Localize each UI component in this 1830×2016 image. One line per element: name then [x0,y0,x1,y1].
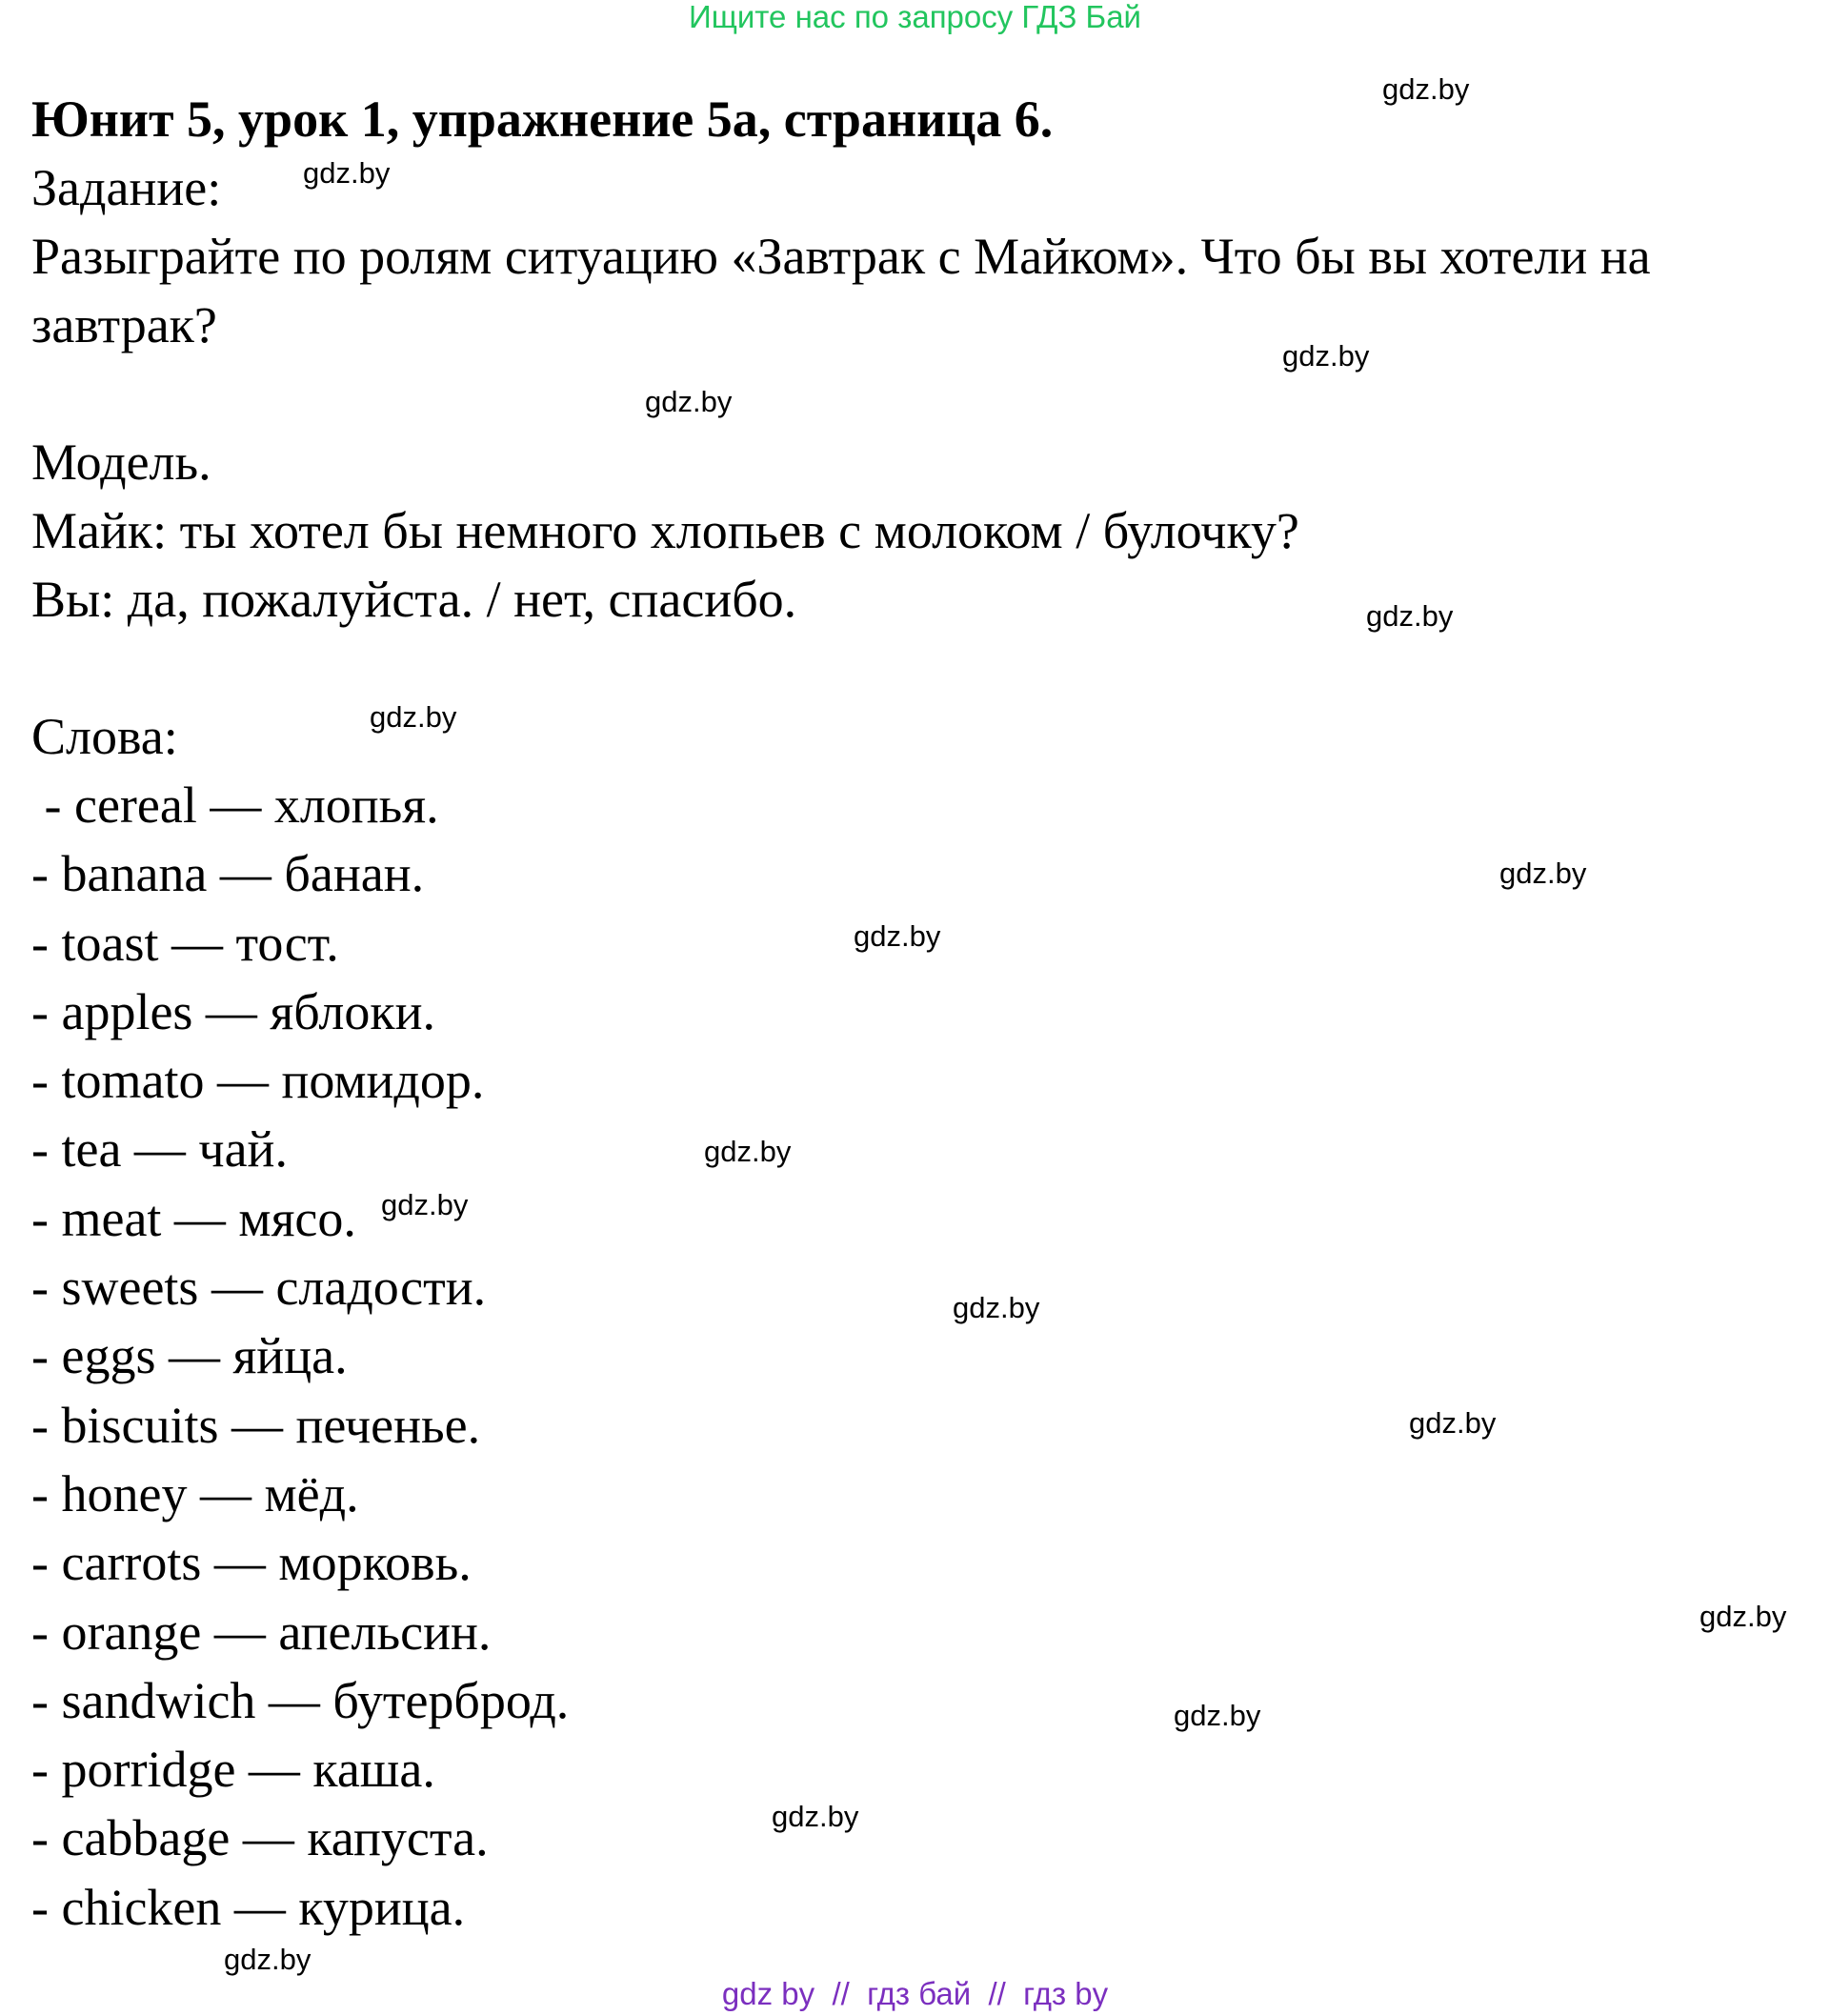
word-item: - orange — апельсин. [31,1603,492,1661]
word-item: - tea — чай. [31,1120,288,1179]
watermark: gdz.by [1282,339,1370,373]
watermark: gdz.by [1382,72,1470,106]
watermark: gdz.by [1409,1406,1497,1440]
watermark: gdz.by [1366,599,1454,633]
top-banner: Ищите нас по запросу ГДЗ Бай [689,0,1141,34]
word-item: - biscuits — печенье. [31,1396,481,1454]
word-item: - cabbage — капуста. [31,1809,489,1867]
word-item: - banana — банан. [31,845,425,903]
watermark: gdz.by [370,700,457,734]
watermark: gdz.by [645,385,733,418]
task-text: Разыграйте по ролям ситуацию «Завтрак с Майком». Что бы вы хотели на завтрак? [31,228,1651,353]
word-item: - meat — мясо. [31,1189,356,1247]
words-label: Слова: [31,708,178,765]
spacer [31,359,1803,428]
page-title: Юнит 5, урок 1, упражнение 5а, страница 6. [31,91,1054,148]
model-line-mike: Майк: ты хотел бы немного хлопьев с молоком / булочку? [31,502,1299,559]
document-body [31,85,1803,1942]
word-item: - cereal — хлопья. [31,776,439,834]
watermark: gdz.by [1499,857,1587,890]
word-item: - toast — тост. [31,914,339,972]
word-item: - eggs — яйца. [31,1327,348,1385]
watermark: gdz.by [953,1291,1040,1324]
word-item: - porridge — каша. [31,1741,435,1799]
word-item: - honey — мёд. [31,1464,359,1522]
spacer [31,634,1803,702]
watermark: gdz.by [1174,1699,1261,1732]
word-item: - apples — яблоки. [31,982,435,1040]
word-item: - carrots — морковь. [31,1534,472,1592]
watermark: gdz.by [854,919,941,953]
model-label: Модель. [31,433,211,491]
watermark: gdz.by [303,156,391,190]
task-label: Задание: [31,159,222,216]
watermark: gdz.by [772,1800,859,1833]
watermark: gdz.by [1699,1600,1787,1633]
watermark: gdz.by [704,1135,792,1168]
model-line-you: Вы: да, пожалуйста. / нет, спасибо. [31,571,797,628]
watermark: gdz.by [381,1188,469,1221]
word-item: - sweets — сладости. [31,1259,487,1317]
word-item: - tomato — помидор. [31,1052,485,1110]
watermark: gdz.by [224,1943,312,1976]
word-item: - sandwich — бутерброд. [31,1671,570,1729]
word-item: - chicken — курица. [31,1878,466,1936]
footer-links: gdz by // гдз бай // гдз by [721,1976,1109,2011]
